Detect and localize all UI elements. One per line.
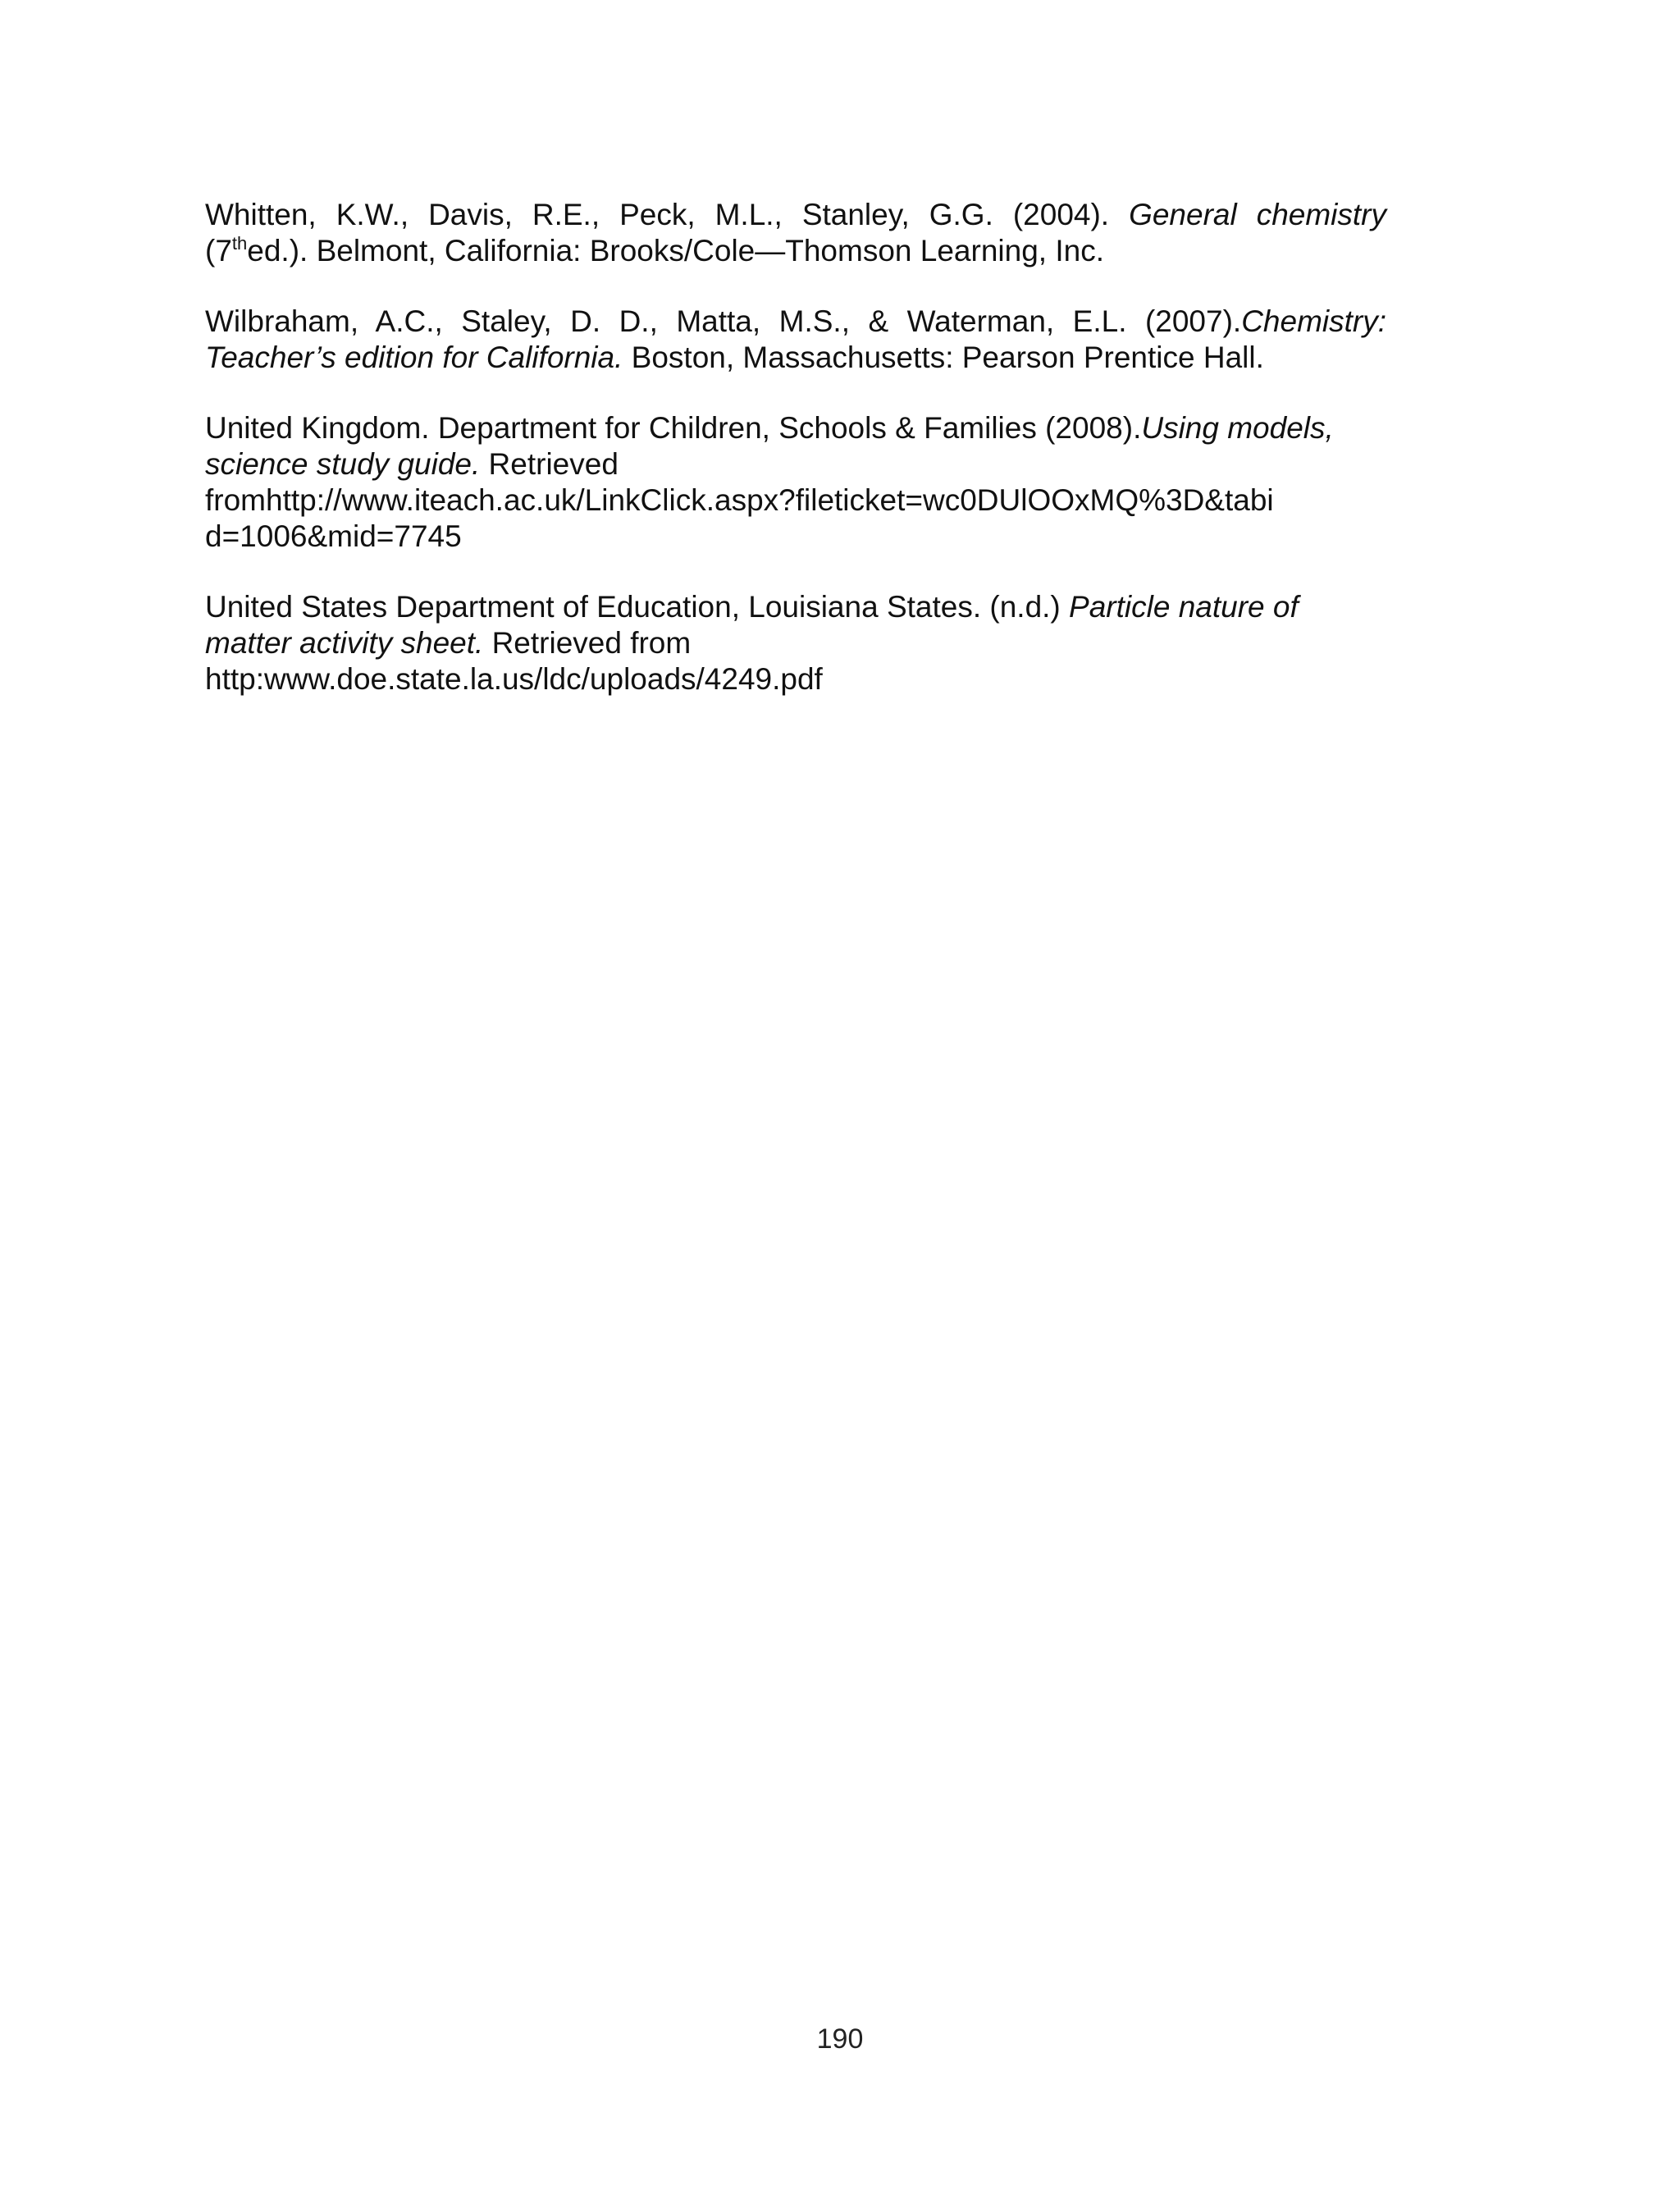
reference-title: Teacher’s edition for California.	[205, 341, 623, 374]
reference-authors: Whitten, K.W., Davis, R.E., Peck, M.L., Stanley, G.G. (2004).	[205, 198, 1130, 231]
reference-line	[205, 446, 1386, 482]
reference-united-kingdom	[205, 410, 1386, 555]
reference-authors: Wilbraham, A.C., Staley, D. D., Matta, M.S., & Waterman, E.L. (2007).	[205, 304, 1242, 338]
reference-title: science study guide.	[205, 447, 481, 481]
reference-url: d=1006&mid=7745	[205, 519, 462, 553]
reference-line	[205, 304, 1386, 340]
reference-line	[205, 589, 1386, 625]
reference-line	[205, 340, 1386, 376]
reference-edition-superscript: th	[231, 233, 248, 254]
reference-title: Chemistry:	[1241, 304, 1386, 338]
reference-title: matter activity sheet.	[205, 626, 484, 660]
reference-publisher: Boston, Massachusetts: Pearson Prentice Hall.	[623, 341, 1264, 374]
reference-authors: United Kingdom. Department for Children, Schools & Families (2008).	[205, 411, 1142, 445]
page-number: 190	[816, 2023, 864, 2055]
reference-authors: United States Department of Education, Louisiana States. (n.d.)	[205, 590, 1070, 624]
reference-united-states	[205, 589, 1386, 697]
reference-title: Particle nature of	[1069, 590, 1299, 624]
reference-retrieved: Retrieved from	[483, 626, 692, 660]
reference-line	[205, 410, 1386, 446]
reference-publisher: ed.). Belmont, California: Brooks/Cole—Thomson Learning, Inc.	[247, 234, 1104, 267]
reference-retrieved: Retrieved	[480, 447, 619, 481]
reference-wilbraham	[205, 304, 1386, 376]
reference-line	[205, 197, 1386, 233]
reference-url: fromhttp://www.iteach.ac.uk/LinkClick.aspx?fileticket=wc0DUlOOxMQ%3D&tabi	[205, 483, 1274, 517]
reference-title: General chemistry	[1129, 198, 1386, 231]
reference-title: Using models,	[1141, 411, 1334, 445]
reference-edition: (7	[205, 234, 232, 267]
reference-url: http:www.doe.state.la.us/ldc/uploads/4249.pdf	[205, 662, 823, 696]
reference-list	[205, 197, 1386, 732]
reference-whitten	[205, 197, 1386, 269]
reference-line	[205, 625, 1386, 661]
reference-line	[205, 233, 1386, 269]
